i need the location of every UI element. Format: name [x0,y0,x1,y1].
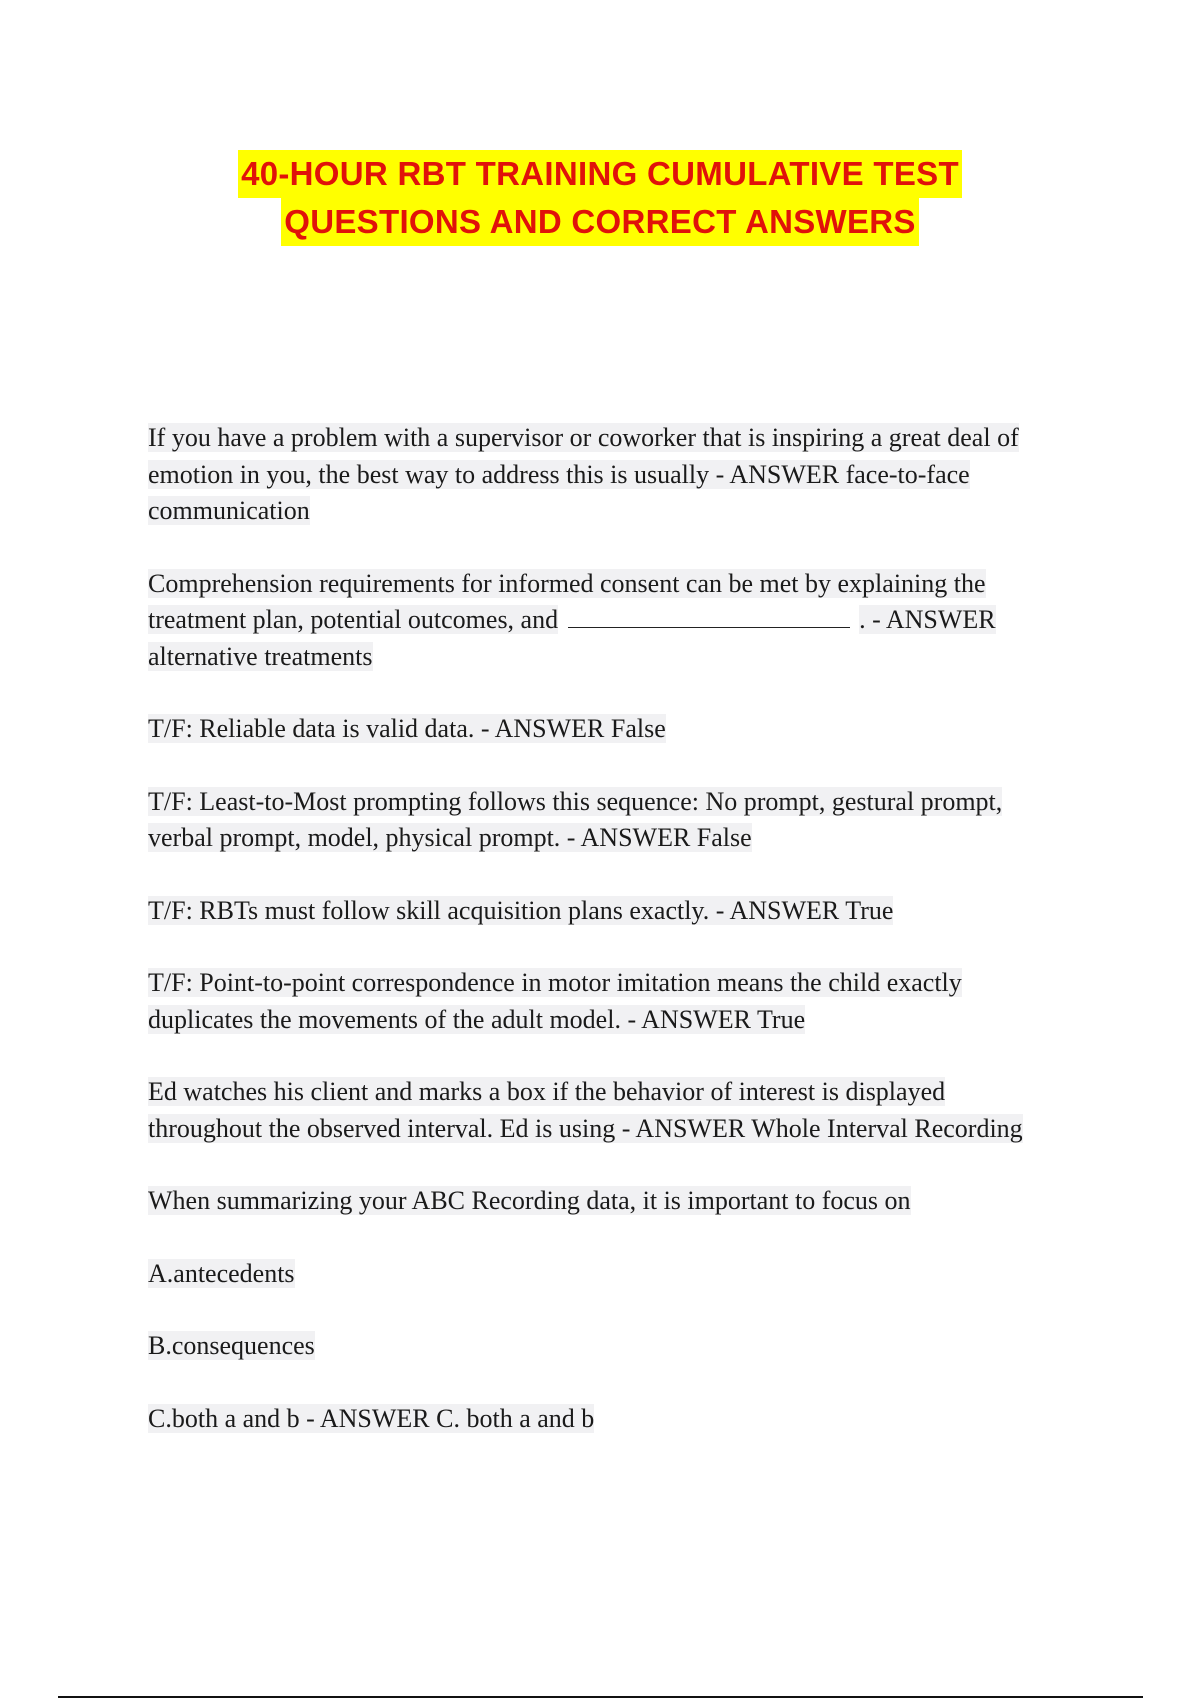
question-text: When summarizing your ABC Recording data, it is important to focus on [148,1186,911,1215]
question-item [148,420,1060,530]
question-text-after-blank: . - ANSWER alternative treatments [148,605,996,671]
fill-in-blank-line [568,607,850,628]
title-line-1: 40-HOUR RBT TRAINING CUMULATIVE TEST [238,150,962,198]
question-list [148,420,1060,1473]
question-item [148,784,1060,857]
option-text: B.consequences [148,1331,315,1360]
page-bottom-rule [58,1696,1143,1698]
question-item [148,1074,1060,1147]
question-item [148,1183,1060,1220]
question-text: If you have a problem with a supervisor or coworker that is inspiring a great deal of emotion in you, the best way to address this is usually - ANSWER face-to-face communication [148,423,1019,525]
answer-option [148,1328,1060,1365]
option-text: C.both a and b - ANSWER C. both a and b [148,1403,595,1433]
question-text: T/F: RBTs must follow skill acquisition plans exactly. - ANSWER True [148,895,894,925]
question-text: T/F: Reliable data is valid data. - ANSWER False [148,714,666,743]
page-title [0,150,1200,246]
question-text: T/F: Point-to-point correspondence in motor imitation means the child exactly duplicates the movements of the adult model. - ANSWER True [148,968,962,1034]
question-item [148,893,1060,930]
question-item [148,711,1060,748]
title-line-2: QUESTIONS AND CORRECT ANSWERS [281,198,918,246]
question-item [148,965,1060,1038]
answer-option [148,1401,1060,1438]
answer-option [148,1256,1060,1293]
question-text: T/F: Least-to-Most prompting follows this sequence: No prompt, gestural prompt, verbal prompt, model, physical prompt. - ANSWER False [148,786,1003,852]
question-text: Comprehension requirements for informed consent can be met by explaining the treatment plan, potential outcomes, and [148,568,986,634]
option-text: A.antecedents [148,1258,295,1288]
question-item [148,566,1060,676]
question-text: Ed watches his client and marks a box if the behavior of interest is displayed throughout the observed interval. Ed is using - ANSWER Whole Interval Recording [148,1077,1023,1143]
